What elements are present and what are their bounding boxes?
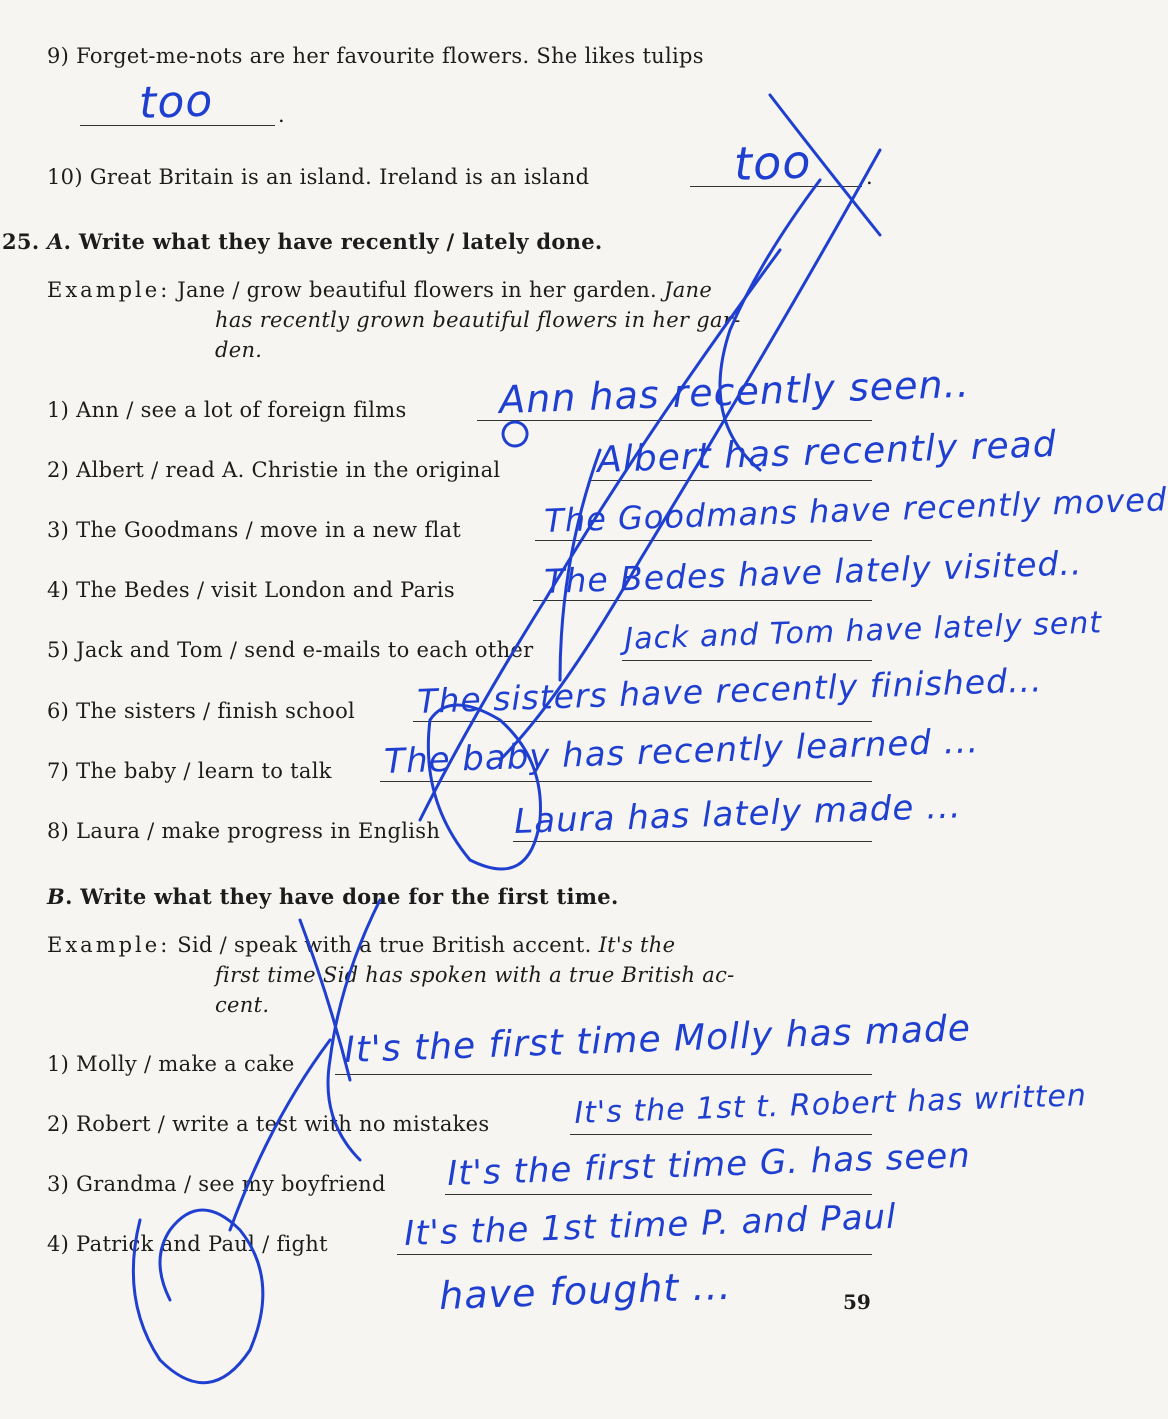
- a-item-3-prompt: The Goodmans / move in a new flat: [76, 518, 462, 542]
- item-9-text: Forget-me-nots are her favourite flowers. She likes tulips: [76, 44, 704, 68]
- example-b-answer-line3: cent.: [215, 993, 270, 1017]
- scribble-circle: [503, 422, 527, 446]
- example-b-label: Example:: [47, 933, 171, 957]
- a-item-4: [47, 578, 455, 602]
- example-b-answer-line2: first time Sid has spoken with a true British ac-: [215, 963, 735, 987]
- b-item-4-num: 4): [47, 1232, 70, 1256]
- a-item-6: [47, 699, 355, 723]
- a-item-8-prompt: Laura / make progress in English: [76, 819, 441, 843]
- a-item-8-line: [513, 841, 872, 842]
- item-10-answer: too: [733, 134, 813, 191]
- example-b-answer-start: It's the: [598, 933, 676, 957]
- section-b-example: [47, 933, 675, 957]
- a-item-2-answer: Albert has recently read: [596, 423, 1058, 481]
- b-item-1-prompt: Molly / make a cake: [76, 1052, 295, 1076]
- a-item-2-line: [590, 480, 872, 481]
- section-a-heading: [2, 229, 602, 254]
- a-item-6-prompt: The sisters / finish school: [76, 699, 356, 723]
- a-item-1: [47, 398, 407, 422]
- b-item-2-prompt: Robert / write a test with no mistakes: [76, 1112, 490, 1136]
- item-10-num: 10): [47, 165, 83, 189]
- example-b-prompt: Sid / speak with a true British accent.: [177, 933, 592, 957]
- a-item-7-line: [380, 781, 872, 782]
- a-item-3-answer: The Goodmans have recently moved: [543, 480, 1168, 540]
- a-item-4-prompt: The Bedes / visit London and Paris: [76, 578, 455, 602]
- item-10-text: Great Britain is an island. Ireland is an island: [89, 165, 590, 189]
- b-item-4: [47, 1232, 328, 1256]
- example-answer-start: Jane: [663, 278, 713, 302]
- a-item-2-prompt: Albert / read A. Christie in the original: [76, 458, 501, 482]
- b-item-1-num: 1): [47, 1052, 70, 1076]
- b-item-3-line: [445, 1194, 872, 1195]
- b-item-2: [47, 1112, 489, 1136]
- a-item-8-num: 8): [47, 819, 70, 843]
- a-item-3-line: [535, 540, 872, 541]
- a-item-5-line: [622, 660, 872, 661]
- page-number: 59: [843, 1290, 871, 1314]
- a-item-7-answer: The baby has recently learned ...: [383, 721, 980, 782]
- a-item-6-num: 6): [47, 699, 70, 723]
- item-9: [47, 44, 704, 68]
- b-item-1-line: [335, 1074, 872, 1075]
- b-item-2-answer: It's the 1st t. Robert has written: [573, 1078, 1088, 1131]
- a-item-7-prompt: The baby / learn to talk: [76, 759, 332, 783]
- b-item-4-answer: It's the 1st time P. and Paul: [403, 1196, 898, 1254]
- a-item-4-answer: The Bedes have lately visited..: [543, 543, 1083, 601]
- b-item-3: [47, 1172, 386, 1196]
- b-item-3-answer: It's the first time G. has seen: [446, 1135, 972, 1194]
- example-answer-line3: den.: [215, 338, 263, 362]
- a-item-1-prompt: Ann / see a lot of foreign films: [76, 398, 407, 422]
- section-a-title: . Write what they have recently / lately done.: [63, 229, 603, 254]
- a-item-7-num: 7): [47, 759, 70, 783]
- item-9-num: 9): [47, 44, 70, 68]
- example-prompt: Jane / grow beautiful flowers in her garden.: [177, 278, 657, 302]
- a-item-7: [47, 759, 332, 783]
- a-item-6-answer: The sisters have recently finished...: [416, 660, 1044, 721]
- a-item-8-answer: Laura has lately made ...: [513, 786, 963, 842]
- a-item-3-num: 3): [47, 518, 70, 542]
- section-b-letter: B: [47, 884, 66, 909]
- section-a-letter: A: [47, 229, 64, 254]
- a-item-1-answer: Ann has recently seen..: [498, 361, 971, 422]
- a-item-4-num: 4): [47, 578, 70, 602]
- example-answer-line2: has recently grown beautiful flowers in her gar-: [215, 308, 741, 332]
- item-10: [47, 165, 589, 189]
- section-b-heading: [47, 884, 619, 909]
- item-9-answer: too: [138, 75, 215, 129]
- b-item-4-answer-line2: have fought ...: [438, 1263, 733, 1318]
- a-item-1-num: 1): [47, 398, 70, 422]
- b-item-4-prompt: Patrick and Paul / fight: [76, 1232, 328, 1256]
- section-a-example: [47, 278, 712, 302]
- a-item-5-num: 5): [47, 638, 70, 662]
- a-item-5-prompt: Jack and Tom / send e-mails to each other: [76, 638, 534, 662]
- a-item-2: [47, 458, 500, 482]
- a-item-6-line: [413, 721, 872, 722]
- b-item-1: [47, 1052, 295, 1076]
- a-item-3: [47, 518, 461, 542]
- item-10-end: .: [866, 165, 873, 189]
- a-item-8: [47, 819, 440, 843]
- a-item-2-num: 2): [47, 458, 70, 482]
- scribble-loop-mid: [428, 705, 540, 869]
- a-item-5: [47, 638, 534, 662]
- b-item-2-line: [570, 1134, 872, 1135]
- section-number: 25.: [2, 229, 40, 254]
- b-item-2-num: 2): [47, 1112, 70, 1136]
- a-item-5-answer: Jack and Tom have lately sent: [623, 605, 1103, 657]
- b-item-3-num: 3): [47, 1172, 70, 1196]
- b-item-3-prompt: Grandma / see my boyfriend: [76, 1172, 386, 1196]
- example-label: Example:: [47, 278, 171, 302]
- item-9-end: .: [278, 103, 285, 127]
- b-item-1-answer: It's the first time Molly has made: [343, 1008, 972, 1071]
- b-item-4-line: [397, 1254, 872, 1255]
- a-item-4-line: [533, 600, 872, 601]
- section-b-title: . Write what they have done for the first time.: [65, 884, 619, 909]
